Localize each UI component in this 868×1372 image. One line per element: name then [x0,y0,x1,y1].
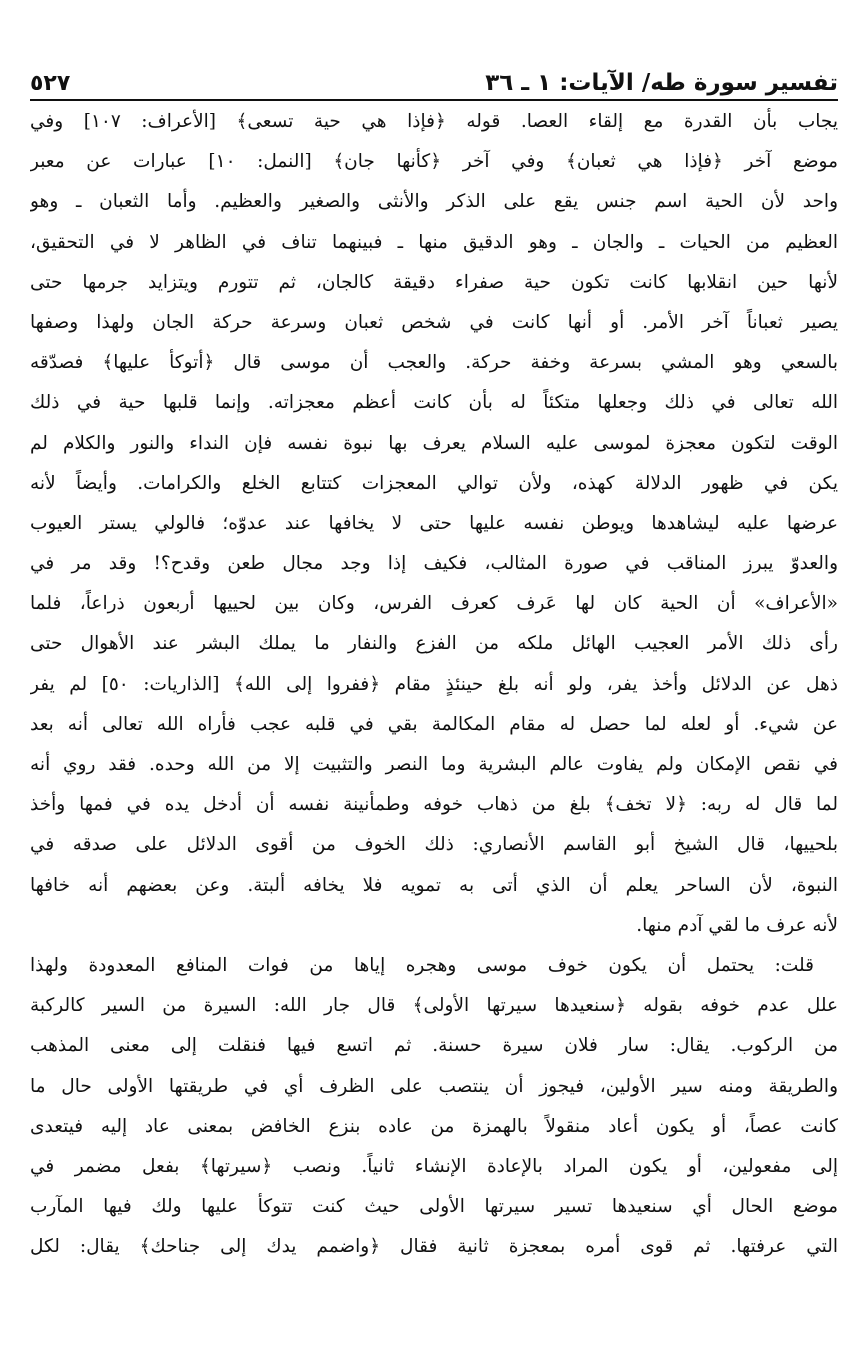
text-line: الوقت لتكون معجزة لموسى عليه السلام يعرف بها نبوة نفسه فإن النداء والنور والكلام لم [30,432,838,454]
text-line: النبوة، لأن الساحر يعلم أن الذي أتى به تمويه فلا يخافه ألبتة. وعن بعضهم أنه خافها [30,874,838,896]
text-line: بلحييها، قال الشيخ أبو القاسم الأنصاري: ذلك الخوف من أقوى الدلائل على صدقه في [30,834,838,856]
text-line: في نقص الإمكان ولم يفاوت عالم البشرية وما النصر والتثبيت إلا من الله وحده. فقد روي أنه [30,754,838,775]
text-line: بالسعي وهو المشي بسرعة وخفة حركة. والعجب أن موسى قال ﴿أتوكأ عليها﴾ فصدّقه [30,352,838,374]
text-line: والعدوّ يبرز المناقب في صورة المثالب، فكيف إذا وجد مجال طعن وقدح؟! وقد مر في [30,553,838,575]
text-line: العظيم من الحيات ـ والجان ـ وهو الدقيق منها ـ فبينهما تناف في الظاهر لا في التحقيق، [30,231,838,253]
text-line: لأنه عرف ما لقي آدم منها. [636,914,838,936]
text-line: من الركوب. يقال: سار فلان سيرة حسنة. ثم اتسع فيها فنقلت إلى معنى المذهب [30,1035,838,1057]
text-line: الله تعالى في ذلك وجعلها متكئاً له بأن كانت أعظم معجزاته. وإنما قلبها حية في ذلك [30,392,838,414]
text-line: كانت عصاً، أو يكون أعاد منقولاً بالهمزة من عاده بنزع الخافض بمعنى عاد إليه فيتعدى [30,1115,838,1137]
running-title: تفسير سورة طه/ الآيات: ١ ـ ٣٦ [485,70,838,96]
text-line: «الأعراف» أن الحية كان لها عَرف كعرف الفرس، وكان بين لحييها أربعون ذراعاً، فلما [30,593,838,615]
text-line: إلى مفعولين، أو يكون المراد بالإعادة الإنشاء ثانياً. ونصب ﴿سيرتها﴾ بفعل مضمر في [30,1155,838,1177]
text-line: علل عدم خوفه بقوله ﴿سنعيدها سيرتها الأولى﴾ قال جار الله: السيرة من السير كالركبة [30,995,838,1017]
text-line: والطريقة ومنه سير الأولين، فيجوز أن ينتصب على الظرف أي في طريقتها الأولى حال ما [30,1075,838,1097]
text-line: واحد لأن الحية اسم جنس يقع على الذكر والأنثى والصغير والعظيم. وأما الثعبان ـ وهو [30,191,838,213]
text-line: موضع الحال أي سنعيدها تسير سيرتها الأولى حيث كنت تتوكأ عليها ولك فيها المآرب [30,1196,838,1218]
text-line: عرضها عليه ليشاهدها ويوطن نفسه عليها حتى لا يخافها عند عدوّه؛ فالولي يستر العيوب [30,512,838,534]
body-text [30,102,838,1267]
text-line: عن شيء. أو لعله لما حصل له مقام المكالمة بقي في قلبه عجب فأراه الله تعالى أنه بعد [30,713,838,735]
text-line: يصير ثعباناً آخر الأمر. أو أنها كانت في شخص ثعبان وسرعة حركة الجان ولهذا وصفها [30,311,838,333]
text-line: لأنها حين انقلابها كانت تكون حية صفراء دقيقة كالجان، ثم تتورم ويتزايد جرمها حتى [30,271,838,293]
text-line: يكن في ظهور الدلالة كهذه، ولأن توالي المعجزات كتتابع الخلع والكرامات. وأيضاً لأنه [30,472,838,494]
text-line: ذهل عن الدلائل وأخذ يفر، ولو أنه بلغ حينئذٍ مقام ﴿ففروا إلى الله﴾ [الذاريات: ٥٠] لم يفر [30,673,838,695]
text-line: موضع آخر ﴿فإذا هي ثعبان﴾ وفي آخر ﴿كأنها جان﴾ [النمل: ١٠] عبارات عن معبر [30,151,838,173]
page-number: ٥٢٧ [30,71,71,96]
header-rule [30,99,838,101]
text-line: قلت: يحتمل أن يكون خوف موسى وهجره إياها من فوات المنافع المعدودة ولهذا [30,954,814,976]
page-header [30,56,838,96]
text-line: التي عرفتها. ثم قوى أمره بمعجزة ثانية فقال ﴿واضمم يدك إلى جناحك﴾ يقال: لكل [30,1236,838,1258]
text-line: يجاب بأن القدرة مع إلقاء العصا. قوله ﴿فإذا هي حية تسعى﴾ [الأعراف: ١٠٧] وفي [30,111,838,132]
text-line: لما قال له ربه: ﴿لا تخف﴾ بلغ من ذهاب خوفه وطمأنينة نفسه أن أدخل يده في فمها وأخذ [30,794,838,816]
text-line: رأى ذلك الأمر العجيب الهائل ملكه من الفزع والنفار ما يملك البشر عند الأهوال حتى [30,633,838,655]
